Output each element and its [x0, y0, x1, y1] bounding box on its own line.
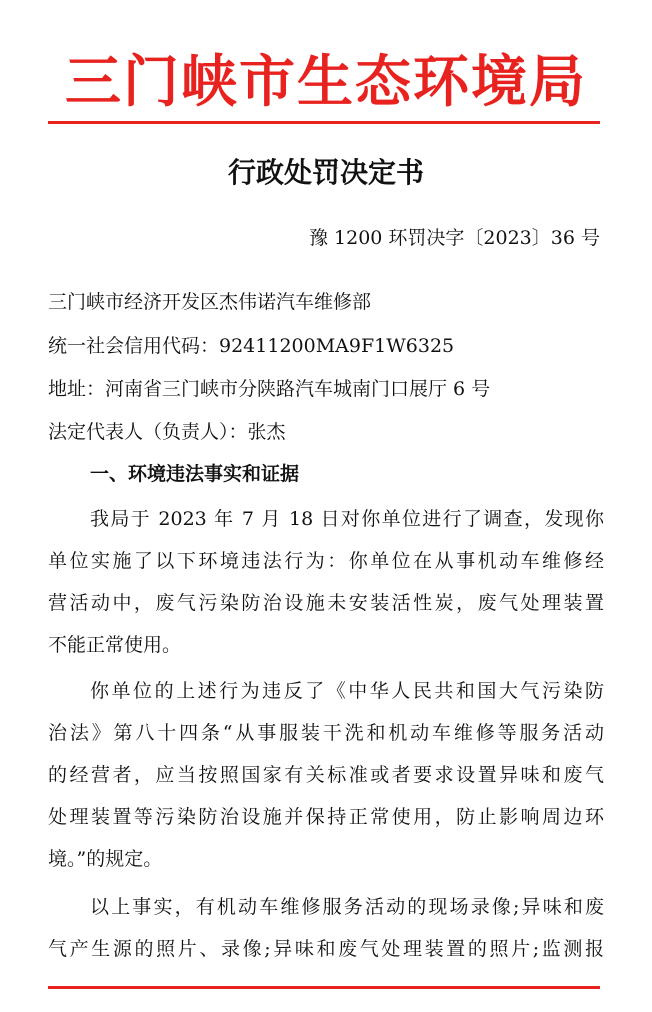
paragraph-evidence: [48, 886, 604, 970]
paragraph-line: 境。”的规定。: [48, 848, 163, 870]
paragraph-line: 我局于 2023 年 7 月 18 日对你单位进行了调查，发现你: [90, 508, 604, 530]
section-heading-violation-facts: 一、环境违法事实和证据: [90, 463, 300, 485]
footer-divider: [48, 986, 600, 989]
paragraph-legal-basis: [48, 670, 604, 880]
party-name: 三门峡市经济开发区杰伟诺汽车维修部: [48, 291, 372, 313]
party-address: 地址：河南省三门峡市分陕路汽车城南门口展厅 6 号: [48, 378, 491, 400]
party-credit-code: 统一社会信用代码：92411200MA9F1W6325: [48, 335, 455, 357]
document-title: 行政处罚决定书: [227, 156, 424, 189]
paragraph-line: 处理装置等污染防治设施并保持正常使用，防止影响周边环: [48, 806, 604, 828]
paragraph-line: 不能正常使用。: [48, 634, 182, 656]
paragraph-line: 的经营者，应当按照国家有关标准或者要求设置异味和废气: [48, 764, 604, 786]
paragraph-line: 单位实施了以下环境违法行为：你单位在从事机动车维修经: [48, 550, 604, 572]
paragraph-investigation: [48, 498, 604, 666]
paragraph-line: 你单位的上述行为违反了《中华人民共和国大气污染防: [90, 680, 604, 702]
party-representative: 法定代表人（负责人）：张杰: [48, 421, 286, 443]
paragraph-line: 以上事实，有机动车维修服务活动的现场录像;异味和废: [90, 896, 604, 918]
letterhead-divider: [48, 121, 600, 124]
document-number: 豫 1200 环罚决字〔2023〕36 号: [308, 227, 600, 249]
paragraph-line: 治法》第八十四条“从事服装干洗和机动车维修等服务活动: [48, 722, 604, 744]
paragraph-line: 营活动中，废气污染防治设施未安装活性炭，废气处理装置: [48, 592, 604, 614]
paragraph-line: 气产生源的照片、录像;异味和废气处理装置的照片;监测报: [48, 938, 604, 960]
agency-letterhead: 三门峡市生态环境局: [65, 49, 587, 115]
